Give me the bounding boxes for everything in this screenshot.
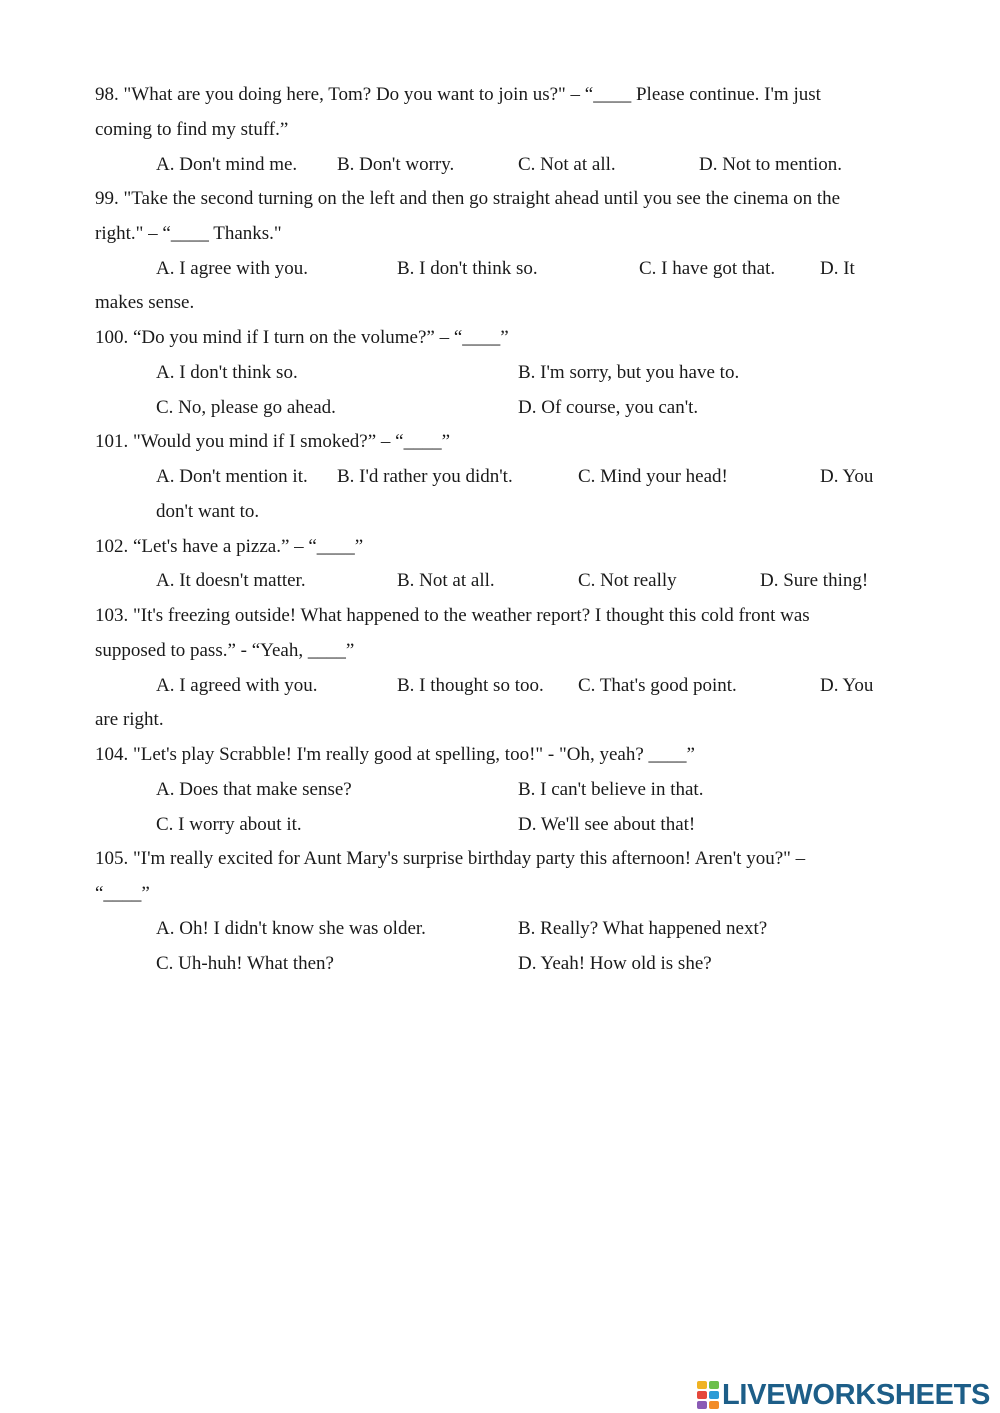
question-103-line-2: supposed to pass.” - “Yeah, ____” [95,640,355,661]
question-101-option-d[interactable]: D. You [820,466,874,487]
question-102-line-1: 102. “Let's have a pizza.” – “____” [95,536,364,557]
question-98-option-c[interactable]: C. Not at all. [518,154,616,175]
logo-square [697,1381,707,1389]
liveworksheets-logo-icon [697,1381,719,1409]
question-105-line-1: 105. "I'm really excited for Aunt Mary's surprise birthday party this afternoon! Aren't you?" – [95,848,806,869]
question-103-option-d[interactable]: D. You [820,675,874,696]
question-100-option-d[interactable]: D. Of course, you can't. [518,397,699,418]
question-99-option-b[interactable]: B. I don't think so. [397,258,538,279]
question-98-option-b[interactable]: B. Don't worry. [337,154,455,175]
logo-square [709,1391,719,1399]
question-101-option-d-wrap: don't want to. [156,501,260,522]
question-98-option-d[interactable]: D. Not to mention. [699,154,843,175]
question-102-option-b[interactable]: B. Not at all. [397,570,495,591]
question-100-option-b[interactable]: B. I'm sorry, but you have to. [518,362,740,383]
question-98-option-a[interactable]: A. Don't mind me. [156,154,298,175]
question-99-option-a[interactable]: A. I agree with you. [156,258,308,279]
logo-square [697,1401,707,1409]
question-104-option-c[interactable]: C. I worry about it. [156,814,302,835]
question-105-line-2: “____” [95,883,150,904]
question-99-line-1: 99. "Take the second turning on the left and then go straight ahead until you see the cinema on the [95,188,841,209]
question-99-option-d[interactable]: D. It [820,258,855,279]
question-102-option-d[interactable]: D. Sure thing! [760,570,869,591]
logo-square [697,1391,707,1399]
question-101-option-c[interactable]: C. Mind your head! [578,466,728,487]
logo-square [709,1401,719,1409]
question-102-option-c[interactable]: C. Not really [578,570,677,591]
question-99-line-2: right." – “____ Thanks." [95,223,282,244]
question-105-option-c[interactable]: C. Uh-huh! What then? [156,953,334,974]
question-100-option-c[interactable]: C. No, please go ahead. [156,397,336,418]
question-105-option-b[interactable]: B. Really? What happened next? [518,918,768,939]
question-104-line-1: 104. "Let's play Scrabble! I'm really good at spelling, too!" - "Oh, yeah? ____” [95,744,695,765]
question-101-line-1: 101. "Would you mind if I smoked?” – “____” [95,431,451,452]
question-103-option-c[interactable]: C. That's good point. [578,675,737,696]
logo-text: LIVEWORKSHEETS [722,1378,991,1411]
question-102-option-a[interactable]: A. It doesn't matter. [156,570,306,591]
question-100-option-a[interactable]: A. I don't think so. [156,362,298,383]
question-98-line-2: coming to find my stuff.” [95,119,289,140]
question-101-option-a[interactable]: A. Don't mention it. [156,466,308,487]
question-104-option-b[interactable]: B. I can't believe in that. [518,779,704,800]
question-100-line-1: 100. “Do you mind if I turn on the volume?” – “____” [95,327,509,348]
question-104-option-a[interactable]: A. Does that make sense? [156,779,352,800]
question-98-line-1: 98. "What are you doing here, Tom? Do you want to join us?" – “____ Please continue. I'm just [95,84,821,105]
question-105-option-a[interactable]: A. Oh! I didn't know she was older. [156,918,426,939]
logo-square [709,1381,719,1389]
question-104-option-d[interactable]: D. We'll see about that! [518,814,696,835]
question-101-option-b[interactable]: B. I'd rather you didn't. [337,466,513,487]
question-99-option-d-wrap: makes sense. [95,292,195,313]
question-103-option-d-wrap: are right. [95,709,164,730]
liveworksheets-logo [697,1378,990,1412]
question-99-option-c[interactable]: C. I have got that. [639,258,776,279]
question-103-option-b[interactable]: B. I thought so too. [397,675,544,696]
question-103-line-1: 103. "It's freezing outside! What happened to the weather report? I thought this cold front was [95,605,810,626]
question-103-option-a[interactable]: A. I agreed with you. [156,675,318,696]
question-105-option-d[interactable]: D. Yeah! How old is she? [518,953,712,974]
